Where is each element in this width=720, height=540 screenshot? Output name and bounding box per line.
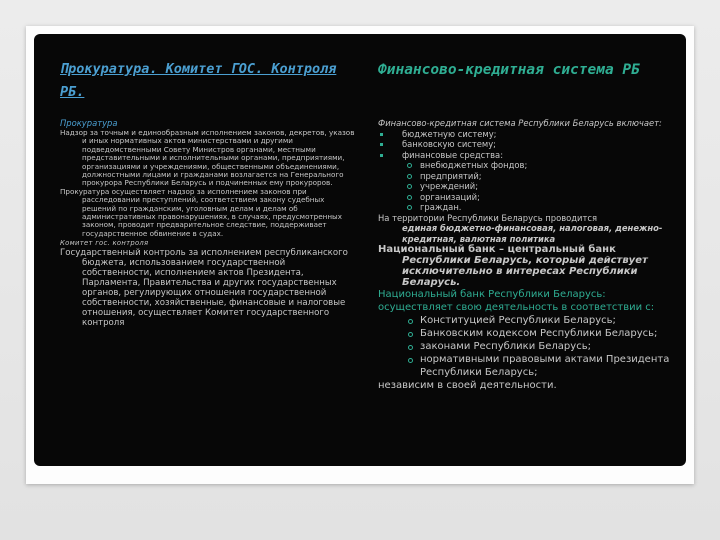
- right-title: Финансово-кредитная система РБ: [378, 62, 640, 78]
- source-item: нормативными правовыми актами Президента Республики Беларусь;: [378, 353, 670, 379]
- source-item: законами Республики Беларусь;: [378, 340, 670, 353]
- national-bank-statement: [378, 244, 670, 288]
- left-title: Прокуратура. Комитет ГОС. Контроля РБ.: [60, 61, 337, 100]
- territory-policy: единая бюджетно-финансовая, налоговая, денежно-кредитная, валютная политика: [402, 223, 663, 244]
- system-intro: Финансово-кредитная система Республики Беларусь включает:: [378, 118, 662, 128]
- label-committee: Комитет гос. контроля: [60, 239, 149, 248]
- bullet-item: финансовые средства:: [378, 150, 670, 161]
- committee-para: Государственный контроль за исполнением республиканского бюджета, использованием государственной собственности, исполнением актов Президента, Парламента, Правительства и других государственных органов, регулирующих отношения государственной собственности, хозяйственные, финансовые и налоговые отношения, осуществляет Комитет государственного контроля: [60, 248, 348, 329]
- source-item: Конституцией Республики Беларусь;: [378, 314, 670, 327]
- label-prokuratura: Прокуратура: [60, 118, 118, 128]
- right-body: [378, 118, 670, 392]
- closing-line: независим в своей деятельности.: [378, 380, 557, 391]
- prokuratura-para-2: Прокуратура осуществляет надзор за исполнением законов при расследовании преступлений, соответствием закону судебных решений по гражданским, уголовным делам и делам об административных правонарушениях, в случаях, предусмотренных законом, проводит предварительное следствие, поддерживает государственное обвинение в судах.: [60, 186, 342, 238]
- nb-head: Национальный банк – центральный банк: [378, 244, 616, 255]
- source-item: Банковским кодексом Республики Беларусь;: [378, 327, 670, 340]
- prokuratura-para-1: Надзор за точным и единообразным исполнением законов, декретов, указов и иных нормативных актов министерствами и другими подведомственными Совету Министров органами, местными представительными и исполнительными органами, предприятиями, организациями и учреждениями, общественными объединениями, должностными лицами и гражданами возлагается на Генерального прокурора Республики Беларусь и подчиненных ему прокуроров.: [60, 128, 355, 188]
- bullet-item: банковскую систему;: [378, 139, 670, 150]
- nb-line-2: осуществляет свою деятельность в соответствии с:: [378, 302, 655, 313]
- sub-bullet-item: предприятий;: [378, 171, 670, 182]
- nb-rest: Республики Беларусь, который действует исключительно в интересах Республики Беларусь.: [402, 255, 648, 288]
- slide: [34, 34, 686, 466]
- fund-sub-bullets: [378, 160, 670, 213]
- nb-line-1: Национальный банк Республики Беларусь:: [378, 289, 606, 300]
- sub-bullet-item: внебюджетных фондов;: [378, 160, 670, 171]
- legal-sources: [378, 314, 670, 379]
- bullet-item: бюджетную систему;: [378, 129, 670, 140]
- left-body: [60, 118, 356, 328]
- system-bullets: [378, 129, 670, 161]
- sub-bullet-item: организаций;: [378, 192, 670, 203]
- sub-bullet-item: учреждений;: [378, 181, 670, 192]
- sub-bullet-item: граждан.: [378, 202, 670, 213]
- territory-prefix: На территории Республики Беларусь проводится: [378, 212, 598, 223]
